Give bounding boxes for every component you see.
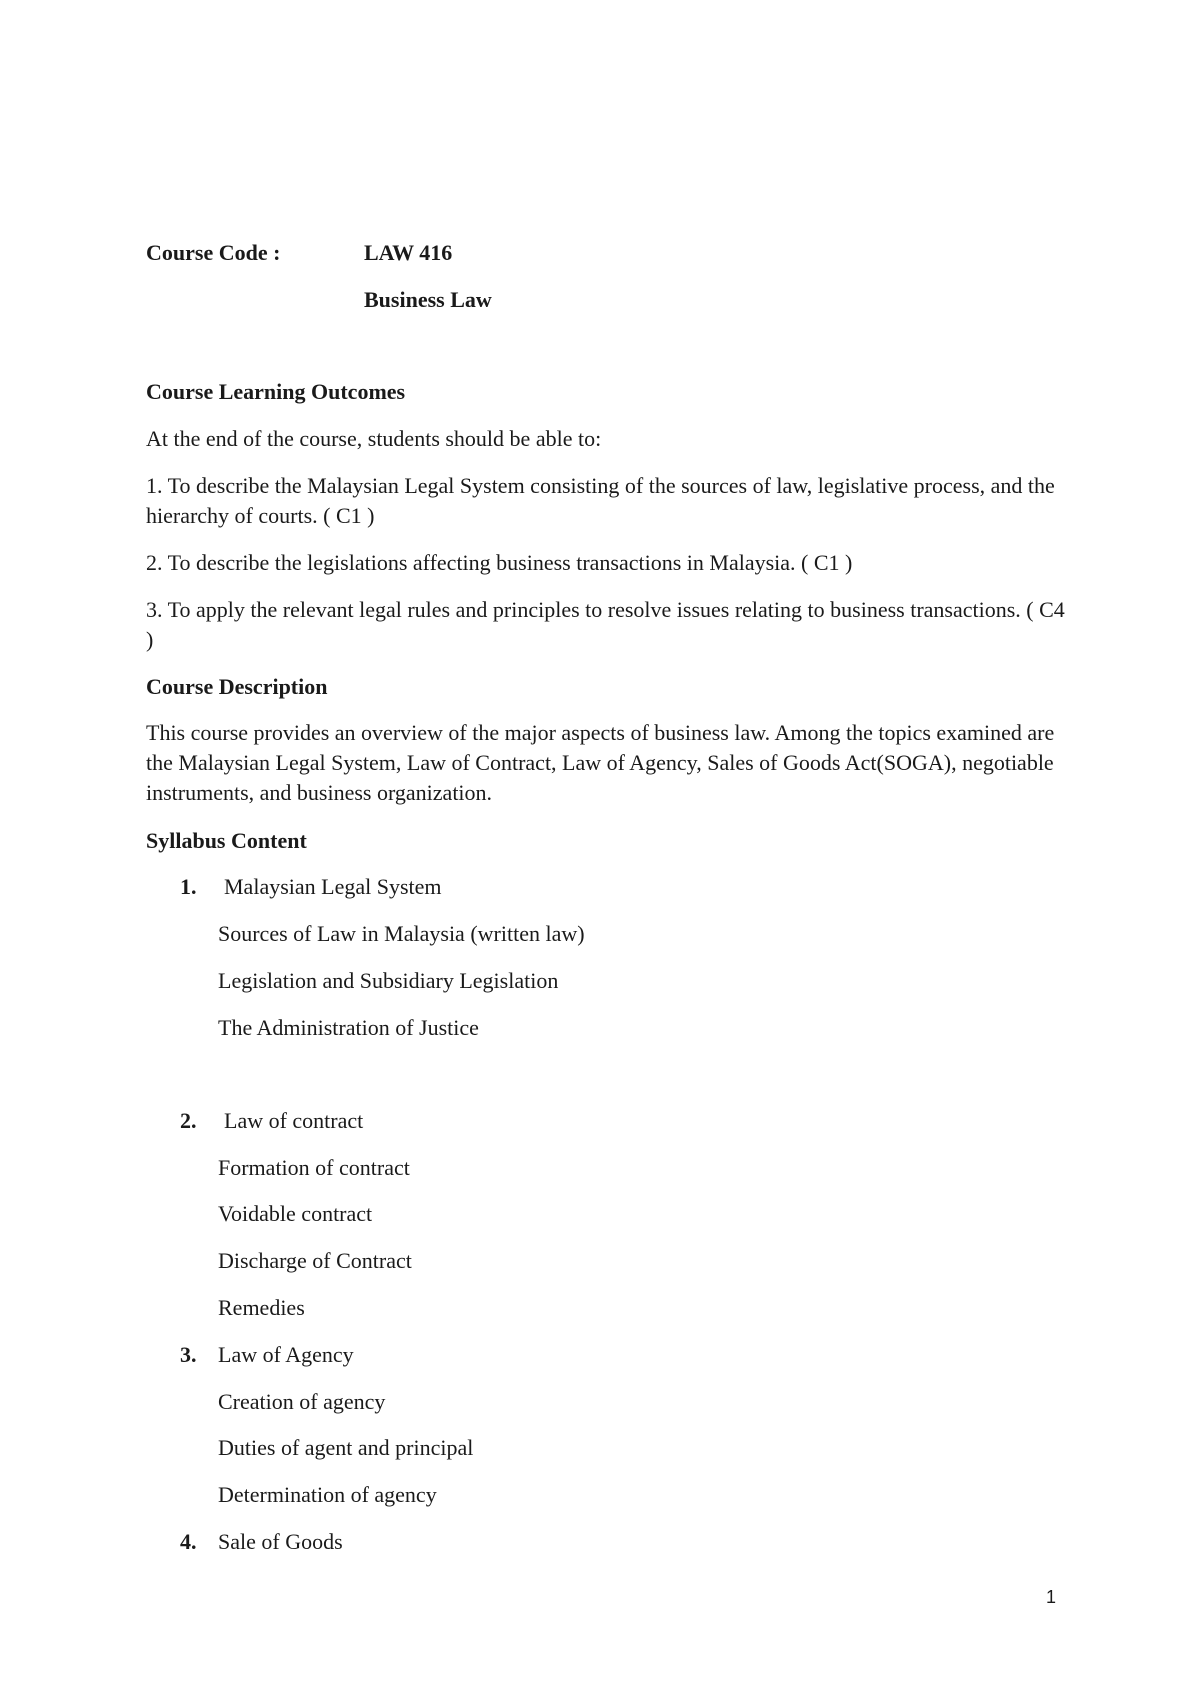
topic-title: Malaysian Legal System bbox=[224, 874, 442, 899]
topic-number: 4. bbox=[180, 1529, 197, 1554]
course-code-value: LAW 416 bbox=[364, 240, 453, 265]
subtopic: Discharge of Contract bbox=[218, 1248, 412, 1273]
topic-number: 1. bbox=[180, 874, 197, 899]
outcomes-heading: Course Learning Outcomes bbox=[146, 379, 406, 404]
page-number: 1 bbox=[1046, 1587, 1057, 1607]
outcome-item-2: 2. To describe the legislations affecting business transactions in Malaysia. ( C1 ) bbox=[146, 550, 853, 575]
syllabus-heading: Syllabus Content bbox=[146, 828, 307, 853]
outcome-item-1: 1. To describe the Malaysian Legal System consisting of the sources of law, legislative process, and the hierarchy of courts. ( C1 ) bbox=[146, 473, 1055, 528]
description-heading: Course Description bbox=[146, 674, 328, 699]
course-name: Business Law bbox=[364, 287, 492, 312]
subtopic: Remedies bbox=[218, 1295, 305, 1320]
subtopic: Sources of Law in Malaysia (written law) bbox=[218, 921, 585, 946]
outcomes-intro: At the end of the course, students should be able to: bbox=[146, 426, 602, 451]
topic-number: 3. bbox=[180, 1342, 197, 1367]
subtopic: Voidable contract bbox=[218, 1201, 373, 1226]
topic-title: Law of Agency bbox=[218, 1342, 354, 1367]
subtopic: The Administration of Justice bbox=[218, 1015, 479, 1040]
topic-title: Sale of Goods bbox=[218, 1529, 343, 1554]
subtopic: Legislation and Subsidiary Legislation bbox=[218, 968, 559, 993]
topic-number: 2. bbox=[180, 1108, 197, 1133]
subtopic: Creation of agency bbox=[218, 1389, 386, 1414]
description-text: This course provides an overview of the major aspects of business law. Among the topics examined are the Malaysian Legal System, Law of Contract, Law of Agency, Sales of Goods Act(SOGA), negotiable instruments, and business organization. bbox=[146, 720, 1055, 805]
outcome-item-3: 3. To apply the relevant legal rules and principles to resolve issues relating to business transactions. ( C4 ) bbox=[146, 597, 1065, 652]
subtopic: Formation of contract bbox=[218, 1155, 410, 1180]
topic-title: Law of contract bbox=[224, 1108, 364, 1133]
course-code-label: Course Code : bbox=[146, 240, 281, 265]
subtopic: Determination of agency bbox=[218, 1482, 437, 1507]
subtopic: Duties of agent and principal bbox=[218, 1435, 474, 1460]
